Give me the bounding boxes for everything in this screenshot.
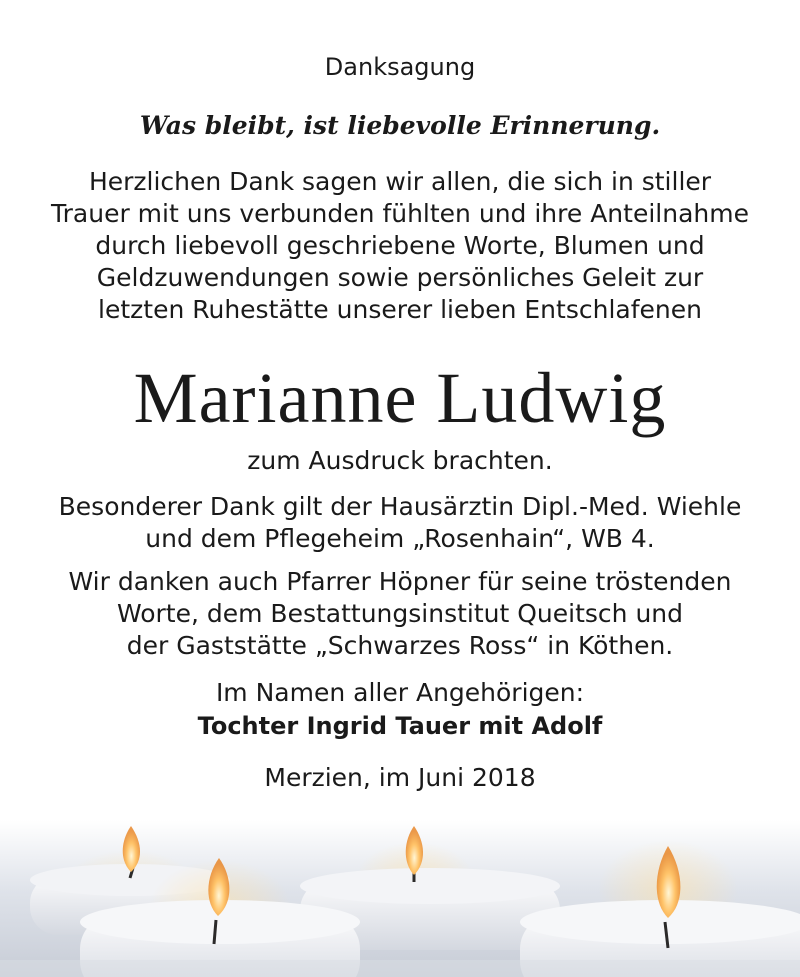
further-thanks-paragraph [0, 566, 800, 662]
special-thanks-paragraph [0, 491, 800, 555]
thanks-line: Trauer mit uns verbunden fühlten und ihre Anteilnahme [51, 199, 749, 228]
further-thanks-line: Worte, dem Bestattungsinstitut Queitsch und [116, 599, 684, 628]
notice-title: Danksagung [324, 53, 476, 81]
further-thanks-line: Wir danken auch Pfarrer Höpner für seine tröstenden [68, 567, 732, 596]
on-behalf-line: Im Namen aller Angehörigen: [215, 678, 585, 707]
candles-image [0, 820, 800, 977]
expressed-line: zum Ausdruck brachten. [247, 446, 553, 475]
thanks-line: letzten Ruhestätte unserer lieben Entschlafenen [98, 295, 702, 324]
motto: Was bleibt, ist liebevolle Erinnerung. [139, 111, 661, 140]
deceased-name: Marianne Ludwig [133, 358, 667, 438]
thanks-line: Geldzuwendungen sowie persönliches Geleit zur [96, 263, 704, 292]
signer: Tochter Ingrid Tauer mit Adolf [197, 712, 603, 740]
further-thanks-line: der Gaststätte „Schwarzes Ross“ in Köthen. [126, 631, 674, 660]
thanks-paragraph [0, 166, 800, 326]
place-date: Merzien, im Juni 2018 [264, 763, 536, 792]
thanks-line: durch liebevoll geschriebene Worte, Blumen und [95, 231, 705, 260]
special-thanks-line: Besonderer Dank gilt der Hausärztin Dipl.-Med. Wiehle [58, 492, 742, 521]
special-thanks-line: und dem Pflegeheim „Rosenhain“, WB 4. [145, 524, 655, 553]
thanks-line: Herzlichen Dank sagen wir allen, die sich in stiller [88, 167, 712, 196]
